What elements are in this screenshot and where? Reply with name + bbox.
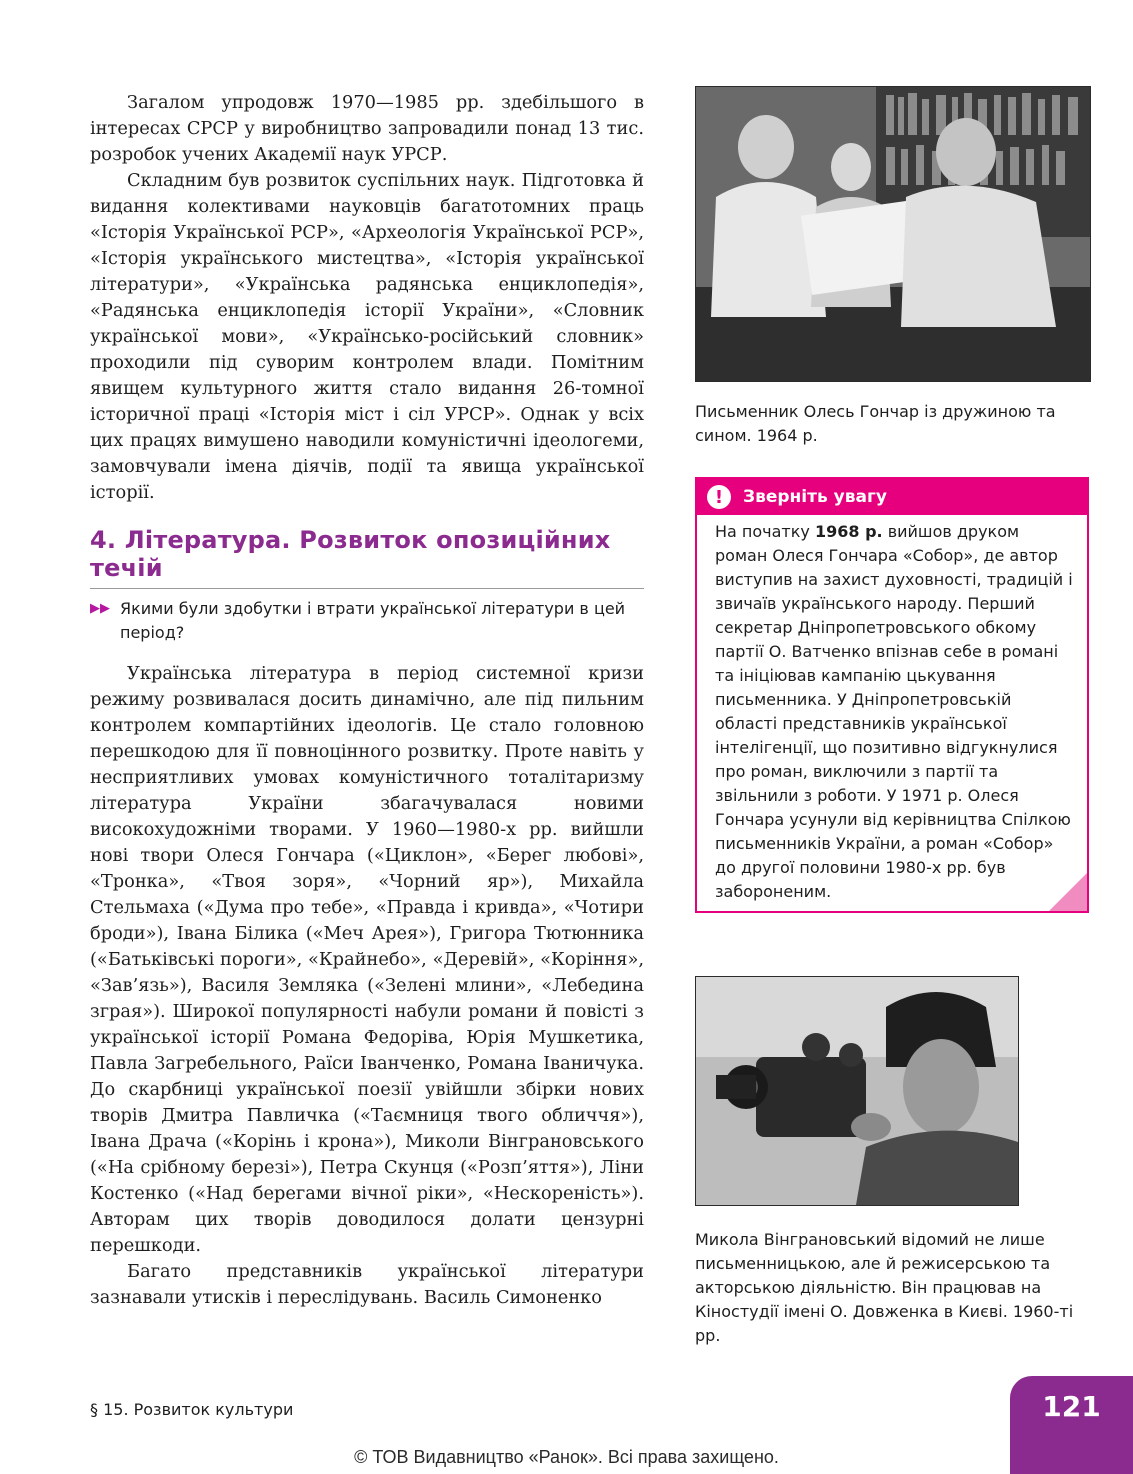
copyright-notice: © ТОВ Видавництво «Ранок». Всі права захищено. — [354, 1447, 779, 1467]
note-text — [697, 515, 1087, 904]
photo-illustration — [696, 977, 1018, 1205]
photo-caption: Микола Вінграновський відомий не лише письменницькою, але й режисерською та акторською діяльністю. Він працював на Кіностудії імені О. Довженка в Києві. 1960-ті рр. — [695, 1230, 1074, 1345]
section-heading: 4. Література. Розвиток опозиційних течій — [90, 526, 611, 582]
photo-gonchar-family-block — [695, 86, 1089, 448]
photo-caption: Письменник Олесь Гончар із дружиною та сином. 1964 р. — [695, 402, 1056, 445]
note-title: Зверніть увагу — [743, 487, 887, 507]
note-text-start: На початку — [715, 522, 815, 541]
exclamation-icon: ! — [707, 485, 731, 509]
note-text-rest: вийшов друком роман Олеся Гончара «Собор», де автор виступив на захист духовності, традицій і звичаїв українського народу. Перший секретар Дніпропетровського обкому партії О. Ватченко впізнав себе в романі та ініціював кампанію цькування письменника. У Дніпропетровській області представників української інтелігенції, що позитивно відгукнулися про роман, виключили з партії та звільнили з роботи. У 1971 р. Олеся Гончара усунули від керівництва Спілкою письменників України, а роман «Собор» до другої половини 1980-х рр. був забороненим. — [715, 522, 1073, 901]
double-arrow-icon: ▶▶ — [90, 601, 110, 616]
attention-note-box — [695, 477, 1089, 913]
section-footer-label: § 15. Розвиток культури — [90, 1400, 294, 1419]
question-text: Якими були здобутки і втрати української літератури в цей період? — [120, 599, 626, 642]
main-text-column — [90, 90, 644, 1311]
guiding-question — [90, 597, 644, 645]
paragraph: Багато представників української літератури зазнавали утисків і переслідувань. Василь Симоненко — [90, 1261, 644, 1308]
paragraph: Українська література в період системної кризи режиму розвивалася досить динамічно, але під пильним контролем компартійних ідеологів. Це стало головною перешкодою для її повноцінного розвитку. Проте навіть у несприятливих умовах комуністичного тоталітаризму література України збагачувалася новими високохудожніми творами. У 1960—1980-х рр. вийшли нові твори Олеся Гончара («Циклон», «Берег любові», «Тронка», «Твоя зоря», «Чорний яр»), Михайла Стельмаха («Дума про тебе», «Правда і кривда», «Чотири броди»), Івана Білика («Меч Арея»), Григора Тютюнника («Батьківські пороги», «Крайнебо», «Деревій», «Коріння», «Зав’язь»), Василя Земляка («Зелені млини», «Лебедина зграя»). Широкої популярності набули романи й повісті з української історії Романа Федоріва, Юрія Мушкетика, Павла Загребельного, Раїси Іванченко, Романа Іваничука. До скарбниці української поезії увійшли збірки нових творів Дмитра Павличка («Таємниця твого обличчя»), Івана Драча («Корінь і крона»), Миколи Вінграновського («На срібному березі»), Петра Скунця («Розп’яття»), Ліни Костенко («Над берегами вічної ріки», «Нескореність»). Авторам цих творів доводилося долати цензурні перешкоди. — [90, 663, 644, 1256]
page-number: 121 — [1010, 1376, 1133, 1474]
paragraph: Складним був розвиток суспільних наук. Підготовка й видання колективами науковців багатотомних праць «Історія Української РСР», «Археологія Української РСР», «Історія українського мистецтва», «Історія української літератури», «Українська радянська енциклопедія», «Радянська енциклопедія історії України», «Словник української мови», «Українсько-російський словник» проходили під суворим контролем влади. Помітним явищем культурного життя стало видання 26-томної історичної праці «Історія міст і сіл УРСР». Однак у всіх цих працях вимушено наводили комуністичні ідеологеми, замовчували імена діячів, події та явища української історії. — [90, 170, 644, 503]
photo-vingranovsky — [695, 976, 1019, 1206]
heading-divider — [90, 588, 644, 589]
photo-vingranovsky-block — [695, 976, 1089, 1348]
note-header — [697, 479, 1087, 515]
corner-decoration — [1049, 873, 1087, 911]
photo-illustration — [696, 87, 1090, 381]
paragraph: Загалом упродовж 1970—1985 рр. здебільшого в інтересах СРСР у виробництво запровадили понад 13 тис. розробок учених Академії наук УРСР. — [90, 92, 644, 165]
photo-gonchar-family — [695, 86, 1091, 382]
note-text-bold: 1968 р. — [814, 522, 883, 541]
